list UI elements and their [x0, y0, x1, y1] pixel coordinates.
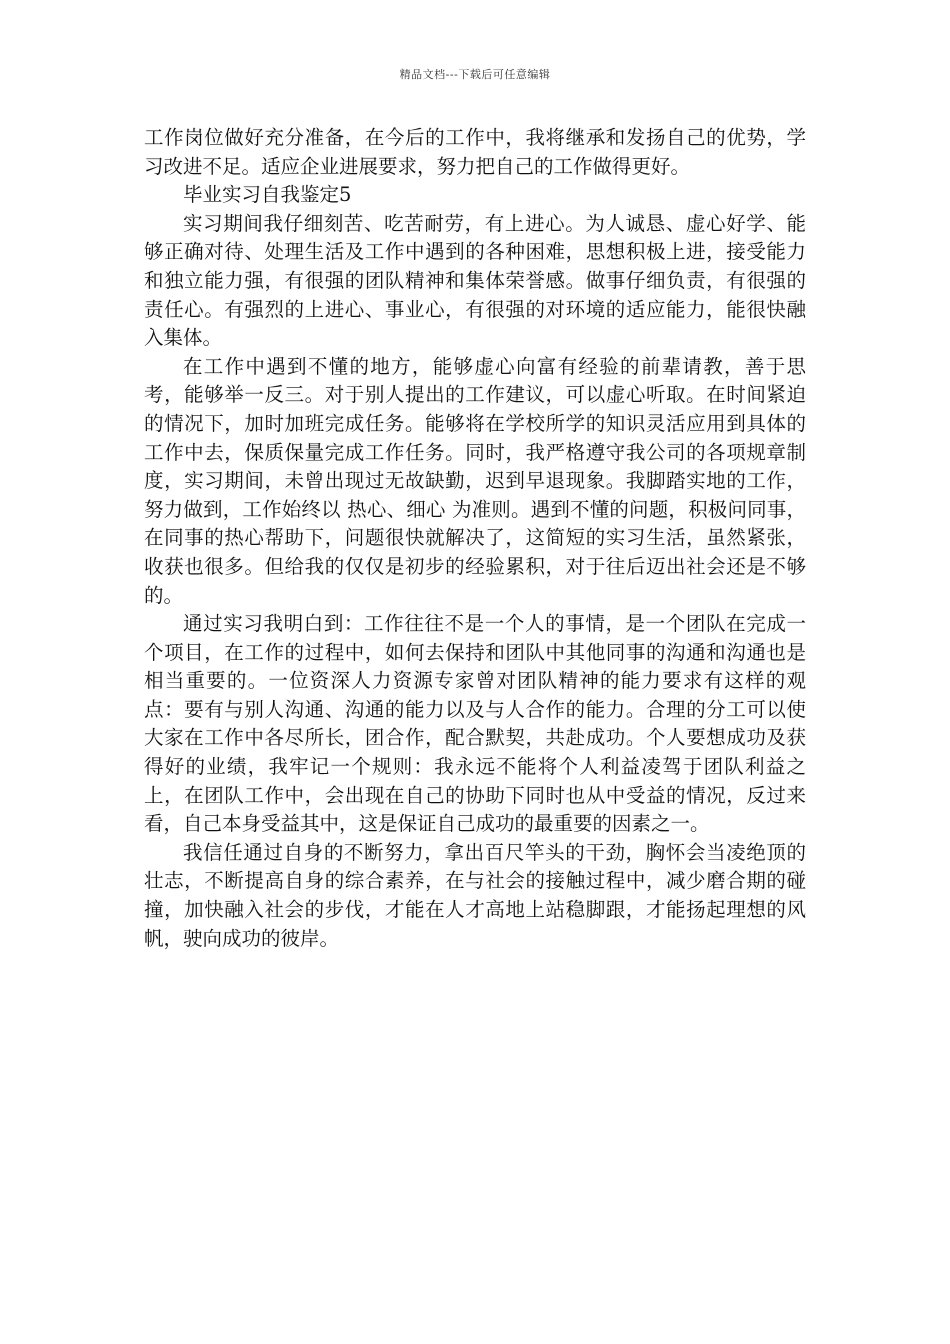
paragraph: 我信任通过自身的不断努力，拿出百尺竿头的干劲，胸怀会当凌绝顶的壮志，不断提高自身的综合素养，在与社会的接触过程中，减少磨合期的碰撞，加快融入社会的步伐，才能在人才高地上站稳脚跟，才能扬起理想的风帆，驶向成功的彼岸。 — [144, 840, 806, 950]
paragraph: 在工作中遇到不懂的地方，能够虚心向富有经验的前辈请教，善于思考，能够举一反三。对于别人提出的工作建议，可以虚心听取。在时间紧迫的情况下，加时加班完成任务。能够将在学校所学的知识灵活应用到具体的工作中去，保质保量完成工作任务。同时，我严格遵守我公司的各项规章制度，实习期间，未曾出现过无故缺勤，迟到早退现象。我脚踏实地的工作，努力做到，工作始终以 热心、细心 为准则。遇到不懂的问题，积极问同事，在同事的热心帮助下，问题很快就解决了，这简短的实习生活，虽然紧张，收获也很多。但给我的仅仅是初步的经验累积，对于往后迈出社会还是不够的。 — [144, 354, 806, 607]
page-header: 精品文档---下载后可任意编辑 — [399, 68, 551, 81]
document-body — [144, 124, 806, 953]
continuation-paragraph: 工作岗位做好充分准备，在今后的工作中，我将继承和发扬自己的优势，学习改进不足。适应企业进展要求，努力把自己的工作做得更好。 — [144, 126, 806, 178]
paragraph: 实习期间我仔细刻苦、吃苦耐劳，有上进心。为人诚恳、虚心好学、能够正确对待、处理生活及工作中遇到的各种困难，思想积极上进，接受能力和独立能力强，有很强的团队精神和集体荣誉感。做事仔细负责，有很强的责任心。有强烈的上进心、事业心，有很强的对环境的适应能力，能很快融入集体。 — [144, 211, 806, 350]
paragraph: 通过实习我明白到：工作往往不是一个人的事情，是一个团队在完成一个项目，在工作的过程中，如何去保持和团队中其他同事的沟通和沟通也是相当重要的。一位资深人力资源专家曾对团队精神的能力要求有这样的观点：要有与别人沟通、沟通的能力以及与人合作的能力。合理的分工可以使大家在工作中各尽所长，团合作，配合默契，共赴成功。个人要想成功及获得好的业绩，我牢记一个规则：我永远不能将个人利益凌驾于团队利益之上，在团队工作中，会出现在自己的协助下同时也从中受益的情况，反过来看，自己本身受益其中，这是保证自己成功的最重要的因素之一。 — [144, 612, 806, 836]
section-title: 毕业实习自我鉴定5 — [183, 183, 352, 207]
